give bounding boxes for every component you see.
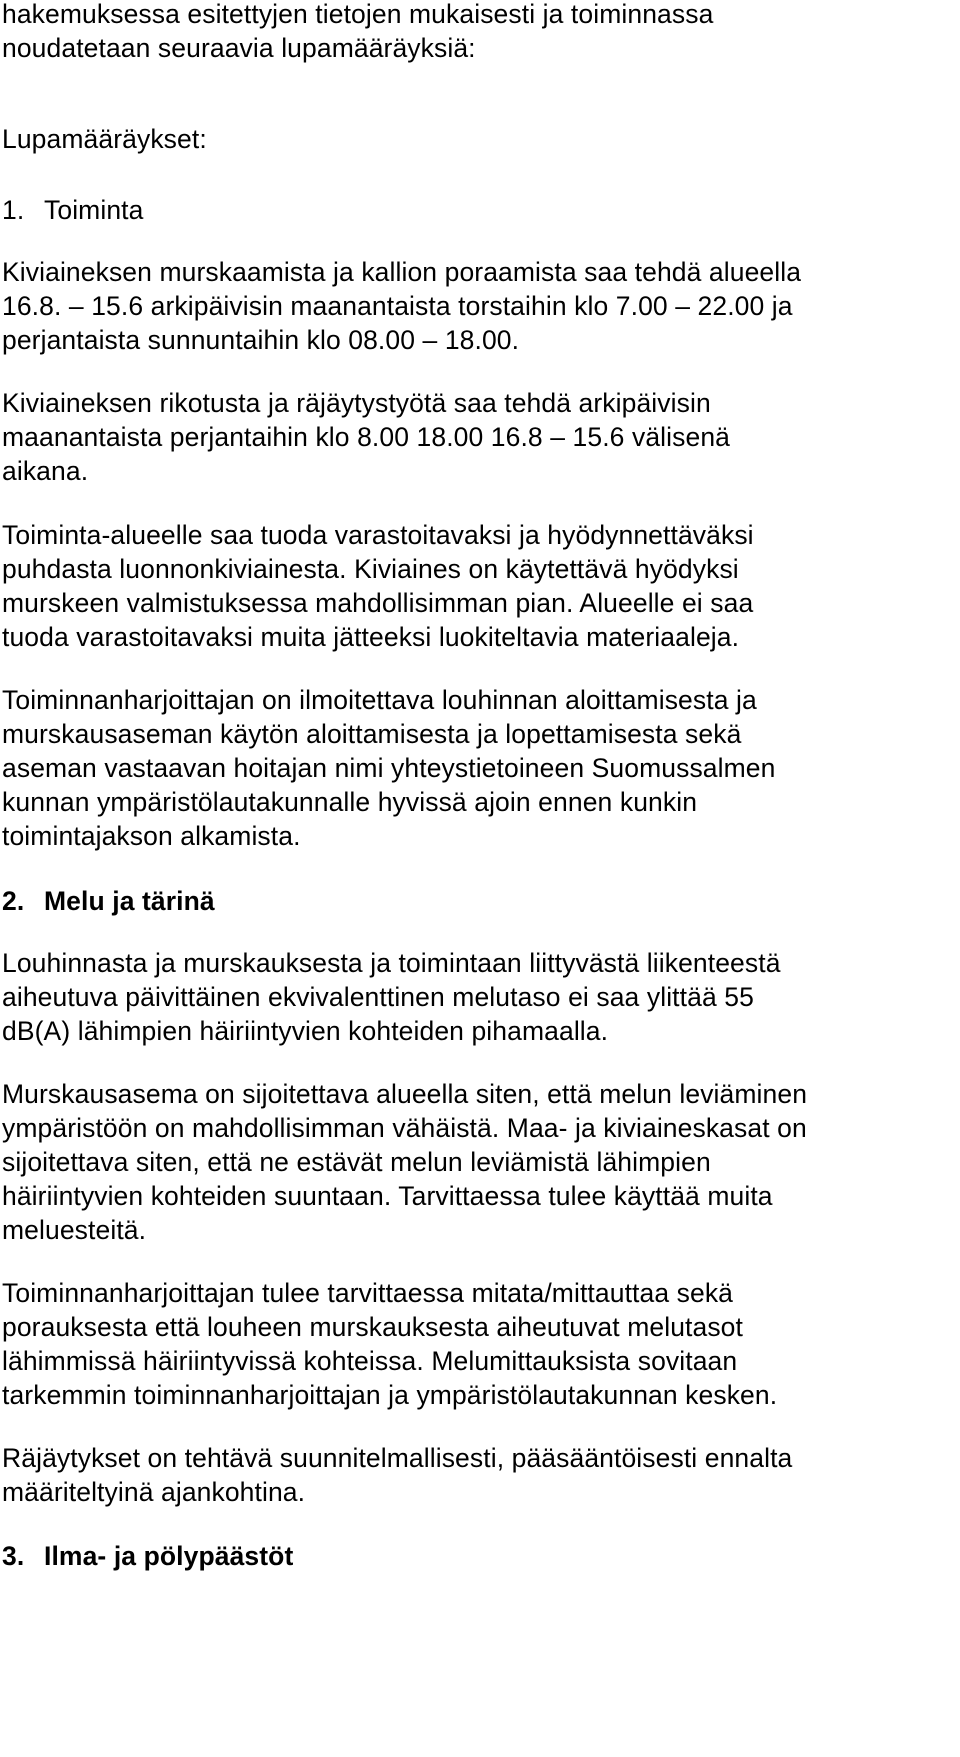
permit-heading: Lupamääräykset: — [2, 124, 207, 154]
section-heading — [2, 193, 143, 227]
paragraph-line: murskeen valmistuksessa mahdollisimman pian. Alueelle ei saa — [2, 588, 754, 618]
paragraph-line: puhdasta luonnonkiviainesta. Kiviaines on käytettävä hyödyksi — [2, 554, 739, 584]
paragraph-line: Toiminnanharjoittajan on ilmoitettava louhinnan aloittamisesta ja — [2, 685, 757, 715]
section-heading — [2, 1539, 293, 1573]
intro-line: noudatetaan seuraavia lupamääräyksiä: — [2, 33, 476, 63]
paragraph-line: porauksesta että louheen murskauksesta aiheutuvat melutasot — [2, 1312, 743, 1342]
section-title: Ilma- ja pölypäästöt — [44, 1541, 294, 1571]
paragraph-line: tuoda varastoitavaksi muita jätteeksi luokiteltavia materiaaleja. — [2, 622, 740, 652]
paragraph-line: Kiviaineksen rikotusta ja räjäytystyötä saa tehdä arkipäivisin — [2, 388, 711, 418]
section-title: Toiminta — [44, 195, 144, 225]
paragraph-line: ympäristöön on mahdollisimman vähäistä. Maa- ja kiviaineskasat on — [2, 1113, 807, 1143]
paragraph-line: Räjäytykset on tehtävä suunnitelmallisesti, pääsääntöisesti ennalta — [2, 1443, 793, 1473]
section-number: 3. — [2, 1541, 25, 1571]
paragraph-line: maanantaista perjantaihin klo 8.00 18.00 16.8 – 15.6 välisenä — [2, 422, 731, 452]
paragraph-line: kunnan ympäristölautakunnalle hyvissä ajoin ennen kunkin — [2, 787, 698, 817]
paragraph-line: Kiviaineksen murskaamista ja kallion poraamista saa tehdä alueella — [2, 257, 802, 287]
paragraph-line: dB(A) lähimpien häiriintyvien kohteiden pihamaalla. — [2, 1016, 609, 1046]
paragraph-line: lähimmissä häiriintyvissä kohteissa. Melumittauksista sovitaan — [2, 1346, 738, 1376]
section-title: Melu ja tärinä — [44, 886, 215, 916]
section-number: 1. — [2, 195, 25, 225]
paragraph-line: meluesteitä. — [2, 1215, 147, 1245]
paragraph-line: tarkemmin toiminnanharjoittajan ja ympäristölautakunnan kesken. — [2, 1380, 778, 1410]
paragraph-line: Louhinnasta ja murskauksesta ja toimintaan liittyvästä liikenteestä — [2, 948, 781, 978]
paragraph-line: määriteltyinä ajankohtina. — [2, 1477, 306, 1507]
intro-line: hakemuksessa esitettyjen tietojen mukaisesti ja toiminnassa — [2, 0, 714, 29]
paragraph-line: Toiminnanharjoittajan tulee tarvittaessa mitata/mittauttaa sekä — [2, 1278, 734, 1308]
paragraph-line: aseman vastaavan hoitajan nimi yhteystietoineen Suomussalmen — [2, 753, 776, 783]
paragraph-line: häiriintyvien kohteiden suuntaan. Tarvittaessa tulee käyttää muita — [2, 1181, 773, 1211]
section-heading — [2, 884, 215, 918]
paragraph-line: Toiminta-alueelle saa tuoda varastoitavaksi ja hyödynnettäväksi — [2, 520, 754, 550]
paragraph-line: perjantaista sunnuntaihin klo 08.00 – 18.00. — [2, 325, 520, 355]
paragraph-line: sijoitettava siten, että ne estävät melun leviämistä lähimpien — [2, 1147, 711, 1177]
section-number: 2. — [2, 886, 25, 916]
paragraph-line: Murskausasema on sijoitettava alueella siten, että melun leviäminen — [2, 1079, 808, 1109]
paragraph-line: aikana. — [2, 456, 89, 486]
paragraph-line: toimintajakson alkamista. — [2, 821, 301, 851]
paragraph-line: murskausaseman käytön aloittamisesta ja lopettamisesta sekä — [2, 719, 742, 749]
paragraph-line: 16.8. – 15.6 arkipäivisin maanantaista torstaihin klo 7.00 – 22.00 ja — [2, 291, 793, 321]
paragraph-line: aiheutuva päivittäinen ekvivalenttinen melutaso ei saa ylittää 55 — [2, 982, 754, 1012]
